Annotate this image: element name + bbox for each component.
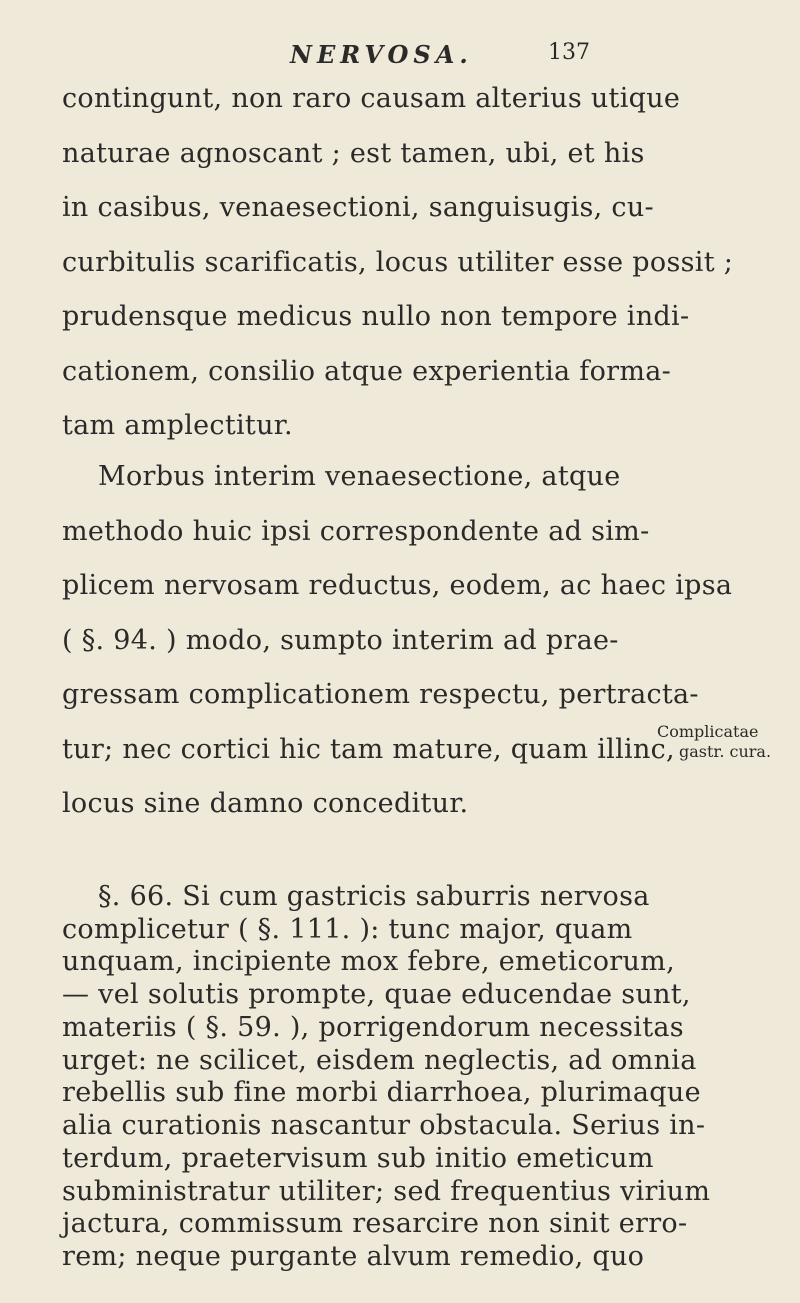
text-line: unquam, incipiente mox febre, emeticorum, [62,946,675,978]
running-head: NERVOSA. [290,40,473,69]
page-number: 137 [548,40,590,65]
marginal-note-line: gastr. cura. [679,742,772,761]
text-line: prudensque medicus nullo non tempore indi- [62,301,690,332]
text-line: in casibus, venaesectioni, sanguisugis, cu- [62,192,654,223]
page-header [0,40,800,80]
text-line: plicem nervosam reductus, eodem, ac haec ipsa [62,570,733,601]
text-line: contingunt, non raro causam alterius utique [62,83,681,114]
text-line: rebellis sub fine morbi diarrhoea, plurimaque [62,1077,701,1109]
text-line: subministratur utiliter; sed frequentius virium [62,1175,711,1207]
text-line: ( §. 94. ) modo, sumpto interim ad prae- [62,624,619,656]
text-line: gressam complicationem respectu, pertracta- [62,679,699,710]
text-line: — vel solutis prompte, quae educendae sunt, [62,979,691,1011]
text-line: methodo huic ipsi correspondente ad sim- [62,515,650,547]
text-line: tur; nec cortici hic tam mature, quam illinc, [62,733,675,765]
text-line: cationem, consilio atque experientia forma- [62,355,672,387]
text-line: locus sine damno conceditur. [62,788,469,819]
text-line: complicetur ( §. 111. ): tunc major, quam [62,913,633,945]
text-line: tam amplectitur. [62,410,293,441]
text-line: Morbus interim venaesectione, atque [98,461,621,492]
text-line: urget: ne scilicet, eisdem neglectis, ad omnia [62,1044,697,1076]
text-line: alia curationis nascantur obstacula. Serius in- [62,1110,706,1142]
text-line: §. 66. Si cum gastricis saburris nervosa [98,881,650,912]
text-line: materiis ( §. 59. ), porrigendorum necessitas [62,1011,684,1043]
text-line: rem; neque purgante alvum remedio, quo [62,1241,645,1272]
text-line: naturae agnoscant ; est tamen, ubi, et his [62,137,645,169]
marginal-note [657,722,797,762]
text-line: terdum, praetervisum sub initio emeticum [62,1142,654,1174]
text-line: jactura, commissum resarcire non sinit erro- [62,1208,688,1240]
marginal-note-line: Complicatae [657,722,759,741]
text-line: curbitulis scarificatis, locus utiliter esse possit ; [62,246,734,278]
